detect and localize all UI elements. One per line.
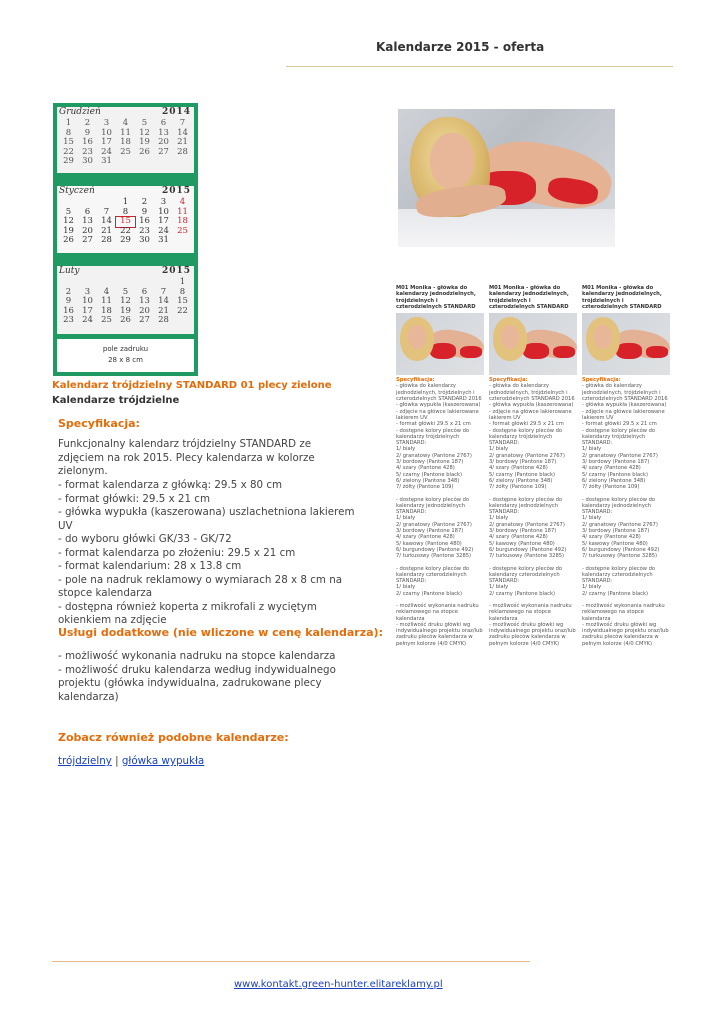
product-tile-line: 1/ biały: [582, 515, 602, 522]
related-link-trojdzielny[interactable]: trójdzielny: [58, 755, 112, 767]
thumbnail-shape: [646, 346, 668, 358]
product-tile-line: - dostępne kolory pleców do kalendarzy trójdzielnych STANDARD:: [582, 427, 656, 447]
product-name: Kalendarz trójdzielny STANDARD 01 plecy zielone: [52, 380, 332, 391]
calendar-day: 29: [120, 235, 131, 246]
calendar-day: 1: [122, 197, 129, 207]
product-tile-line: 7/ żółty (Pantone 109): [489, 484, 547, 491]
product-tile-line: - możliwość wykonania nadruku reklamowego na stopce kalendarza: [489, 602, 572, 622]
calendar-day: 31: [101, 156, 112, 167]
calendar-day: 22: [63, 146, 74, 157]
product-tile-line: - możliwość druku główki wg indywidualnego projektu oraz/lub zadruku pleców kalendarza w pełnym kolorze (4/0 CMYK): [582, 621, 669, 647]
product-tile-line: 7/ żółty (Pantone 109): [582, 484, 640, 491]
product-tile-line: 5/ kawowy (Pantone 480): [489, 540, 555, 547]
calendar-day: 27: [139, 315, 150, 326]
product-tile-line: 5/ czarny (Pantone black): [396, 471, 463, 478]
product-tile-line: - format główki 29.5 x 21 cm: [396, 421, 471, 428]
product-tile-line: 5/ kawowy (Pantone 480): [582, 540, 648, 547]
product-tile-line: 6/ zielony (Pantone 348): [582, 477, 646, 484]
product-tile-line: - format główki 29.5 x 21 cm: [582, 421, 657, 428]
calendar-day: 22: [120, 225, 131, 236]
calendar-day: 20: [158, 137, 169, 148]
calendar-day: 20: [139, 305, 150, 316]
calendar-month-december: [57, 107, 194, 173]
product-tile-line: - możliwość druku główki wg indywidualnego projektu oraz/lub zadruku pleców kalendarza w pełnym kolorze (4/0 CMYK): [489, 621, 576, 647]
calendar-day: 4: [179, 197, 186, 207]
product-tile-line: - główka wypukła (kaszerowana): [489, 402, 574, 409]
month-name: Grudzień: [59, 107, 101, 117]
calendar-day: 13: [82, 216, 93, 227]
product-tile-line: 4/ szary (Pantone 428): [489, 465, 548, 472]
calendar-day: 26: [63, 235, 74, 246]
calendar-day: 25: [177, 225, 188, 236]
product-tile-line: 2/ granatowy (Pantone 2767): [396, 521, 472, 528]
calendar-day: 29: [63, 156, 74, 167]
calendar-day: 6: [160, 118, 167, 128]
product-tile-spec-label: Specyfikacja:: [396, 377, 435, 384]
thumbnail-shape: [501, 325, 519, 349]
month-grid: [57, 119, 194, 167]
calendar-day: 2: [65, 286, 72, 297]
calendar-day: 11: [101, 296, 112, 307]
product-tile-line: 1/ biały: [396, 584, 416, 591]
calendar-day: 12: [139, 127, 150, 138]
calendar-day: 1: [65, 118, 72, 128]
product-tile-line: 6/ burgundowy (Pantone 492): [396, 546, 474, 553]
calendar-day: 19: [63, 225, 74, 236]
product-tile-line: 1/ biały: [489, 446, 509, 453]
calendar-image[interactable]: [53, 103, 198, 376]
product-tile-title: M01 Monika - główka do kalendarzy jednodzielnych, trójdzielnych i czterodzielnych STANDARD: [582, 285, 662, 310]
product-tile-line: 1/ biały: [396, 515, 416, 522]
calendar-month-february: [57, 266, 194, 334]
related-link-glowka[interactable]: główka wypukła: [121, 755, 205, 767]
calendar-day: 14: [101, 216, 112, 227]
month-year: 2015: [161, 266, 191, 276]
page-title: Kalendarze 2015 - oferta: [376, 40, 545, 54]
calendar-day: 9: [65, 296, 72, 307]
calendar-day: 14: [158, 296, 169, 307]
calendar-day: 28: [158, 315, 169, 326]
calendar-day: 24: [101, 146, 112, 157]
product-tile-line: 7/ żółty (Pantone 109): [396, 484, 454, 491]
product-category: Kalendarze trójdzielne: [52, 395, 180, 406]
product-tile-line: 6/ burgundowy (Pantone 492): [582, 546, 660, 553]
calendar-day: 15: [177, 296, 188, 307]
spec-list: [58, 479, 363, 628]
product-tile-line: 6/ burgundowy (Pantone 492): [489, 546, 567, 553]
photo-face: [430, 133, 474, 189]
product-tile-line: 2/ granatowy (Pantone 2767): [582, 452, 658, 459]
product-tile-line: 5/ czarny (Pantone black): [489, 471, 556, 478]
product-tile-line: - dostępne kolory pleców do kalendarzy jednodzielnych STANDARD:: [489, 496, 563, 516]
see-also-title: Zobacz również podobne kalendarze:: [58, 731, 289, 744]
calendar-day: 6: [84, 206, 91, 217]
calendar-day: 24: [82, 315, 93, 326]
product-tile-line: 7/ turkusowy (Pantone 3285): [396, 553, 472, 560]
product-column: [489, 285, 577, 647]
thumbnail-shape: [523, 343, 549, 359]
product-tile-line: 4/ szary (Pantone 428): [582, 465, 641, 472]
footer-website-link[interactable]: www.kontakt.green-hunter.elitareklamy.pl: [234, 979, 443, 990]
calendar-day: 19: [139, 137, 150, 148]
calendar-day: 17: [82, 305, 93, 316]
product-tile-line: 2/ czarny (Pantone black): [582, 590, 649, 597]
extra-services-title: Usługi dodatkowe (nie wliczone w cenę kalendarza):: [58, 626, 383, 639]
calendar-day: 18: [177, 216, 188, 227]
calendar-day: 12: [63, 216, 74, 227]
thumbnail-shape: [553, 346, 575, 358]
print-field-label: pole zadruku: [102, 345, 149, 353]
calendar-day: 8: [179, 286, 186, 297]
product-column: [396, 285, 484, 647]
calendar-day: 23: [63, 315, 74, 326]
calendar-day: 30: [139, 235, 150, 246]
product-tile-line: 3/ bordowy (Pantone 187): [396, 528, 464, 535]
calendar-day: 12: [120, 296, 131, 307]
calendar-day: 5: [122, 286, 129, 297]
product-tile-line: - główka do kalendarzy jednodzielnych, trójdzielnych i czterodzielnych STANDARD 2016: [582, 383, 668, 403]
calendar-day: 15: [116, 217, 135, 227]
calendar-day: 4: [122, 118, 129, 128]
calendar-day: 26: [120, 315, 131, 326]
product-photo[interactable]: [398, 109, 615, 247]
calendar-day: 31: [158, 235, 169, 246]
calendar-day: 23: [82, 146, 93, 157]
calendar-day: 5: [141, 118, 148, 128]
product-tile-line: - dostępne kolory pleców do kalendarzy trójdzielnych STANDARD:: [489, 427, 563, 447]
calendar-day: 21: [101, 225, 112, 236]
calendar-day: 9: [141, 206, 148, 217]
thumbnail-shape: [430, 343, 456, 359]
product-tile-line: 3/ bordowy (Pantone 187): [489, 528, 557, 535]
product-tile-line: - główka wypukła (kaszerowana): [396, 402, 481, 409]
month-grid: [57, 198, 194, 246]
product-tile-line: 2/ granatowy (Pantone 2767): [396, 452, 472, 459]
thumbnail-shape: [460, 346, 482, 358]
product-tile-line: 1/ biały: [489, 584, 509, 591]
calendar-day: 25: [101, 315, 112, 326]
product-tile-line: 1/ biały: [489, 515, 509, 522]
calendar-day: 11: [177, 206, 188, 217]
title-divider: [286, 66, 673, 67]
month-name: Styczeń: [59, 186, 95, 196]
calendar-day: 26: [139, 146, 150, 157]
product-tile-line: - dostępne kolory pleców do kalendarzy jednodzielnych STANDARD:: [396, 496, 470, 516]
calendar-day: 7: [103, 206, 110, 217]
calendar-day: 13: [139, 296, 150, 307]
product-tile-line: - dostępne kolory pleców do kalendarzy jednodzielnych STANDARD:: [582, 496, 656, 516]
product-tile-line: - główka wypukła (kaszerowana): [582, 402, 667, 409]
product-tile-line: - dostępne kolory pleców do kalendarzy czterodzielnych STANDARD:: [582, 565, 656, 585]
spec-item: - główka wypukła (kaszerowana) uszlachetniona lakierem UV: [58, 506, 355, 532]
calendar-day: 16: [82, 137, 93, 148]
calendar-day: 18: [101, 305, 112, 316]
print-field: [57, 339, 194, 372]
product-tile-line: 2/ granatowy (Pantone 2767): [489, 452, 565, 459]
thumbnail-shape: [594, 325, 612, 349]
calendar-day: 9: [84, 127, 91, 138]
calendar-day: 1: [179, 277, 186, 287]
calendar-day: 20: [82, 225, 93, 236]
product-tile-line: 6/ zielony (Pantone 348): [489, 477, 553, 484]
product-tile-line: 7/ turkusowy (Pantone 3285): [582, 553, 658, 560]
calendar-day: 15: [63, 137, 74, 148]
product-tile-line: - dostępne kolory pleców do kalendarzy czterodzielnych STANDARD:: [396, 565, 470, 585]
product-tile-line: - główka do kalendarzy jednodzielnych, trójdzielnych i czterodzielnych STANDARD 2016: [489, 383, 575, 403]
calendar-day: 13: [158, 127, 169, 138]
calendar-day: 3: [84, 286, 91, 297]
calendar-day: 27: [158, 146, 169, 157]
footer-divider: [52, 961, 530, 962]
calendar-day: 10: [158, 206, 169, 217]
product-tile-line: 3/ bordowy (Pantone 187): [489, 459, 557, 466]
product-tile-title: M01 Monika - główka do kalendarzy jednodzielnych, trójdzielnych i czterodzielnych STANDARD: [396, 285, 476, 310]
product-tile-line: - zdjęcie na główce lakierowane lakierem UV: [489, 408, 572, 421]
calendar-day: 16: [139, 216, 150, 227]
calendar-day: 21: [158, 305, 169, 316]
extra-item: - możliwość druku kalendarza według indywidualnego projektu (główka indywidualna, zadrukowane plecy kalendarza): [58, 663, 336, 703]
product-tile-spec-label: Specyfikacja:: [582, 377, 621, 384]
calendar-day: 22: [177, 305, 188, 316]
calendar-day: 18: [120, 137, 131, 148]
product-tile-line: 4/ szary (Pantone 428): [396, 465, 455, 472]
product-tile-line: 4/ szary (Pantone 428): [396, 534, 455, 541]
product-tile-line: 2/ czarny (Pantone black): [396, 590, 463, 597]
product-tile-line: - zdjęcie na główce lakierowane lakierem UV: [582, 408, 665, 421]
product-thumbnail[interactable]: [396, 313, 484, 375]
product-tile-line: 1/ biały: [582, 446, 602, 453]
product-tile-line: 4/ szary (Pantone 428): [489, 534, 548, 541]
calendar-day: 16: [63, 305, 74, 316]
product-tile-line: - dostępne kolory pleców do kalendarzy czterodzielnych STANDARD:: [489, 565, 563, 585]
calendar-day: 30: [82, 156, 93, 167]
month-grid: [57, 278, 194, 326]
calendar-day: 6: [141, 286, 148, 297]
calendar-day: 19: [120, 305, 131, 316]
calendar-day: 4: [103, 286, 110, 297]
product-tile-line: - możliwość druku główki wg indywidualnego projektu oraz/lub zadruku pleców kalendarza w pełnym kolorze (4/0 CMYK): [396, 621, 483, 647]
calendar-day: 8: [65, 127, 72, 138]
spec-intro: Funkcjonalny kalendarz trójdzielny STANDARD ze zdjęciem na rok 2015. Plecy kalendarza w kolorze zielonym.: [58, 438, 315, 477]
product-tile-line: 5/ czarny (Pantone black): [582, 471, 649, 478]
product-tile-line: - możliwość wykonania nadruku reklamowego na stopce kalendarza: [396, 602, 479, 622]
product-tile-spec-label: Specyfikacja:: [489, 377, 528, 384]
extra-item: - możliwość wykonania nadruku na stopce kalendarza: [58, 650, 336, 662]
calendar-day: 2: [84, 118, 91, 128]
calendar-day: 3: [103, 118, 110, 128]
calendar-day: 7: [179, 118, 186, 128]
product-tile-line: 2/ granatowy (Pantone 2767): [582, 521, 658, 528]
calendar-day: 10: [82, 296, 93, 307]
product-tile-line: - dostępne kolory pleców do kalendarzy trójdzielnych STANDARD:: [396, 427, 470, 447]
spec-item: - dostępna również koperta z mikrofali z wyciętym okienkiem na zdjęcie: [58, 600, 317, 626]
calendar-month-january: [57, 186, 194, 253]
spec-item: - format kalendarza po złożeniu: 29.5 x 21 cm: [58, 546, 296, 559]
thumbnail-shape: [616, 343, 642, 359]
spec-item: - format kalendarium: 28 x 13.8 cm: [58, 560, 242, 572]
calendar-day: 5: [65, 206, 72, 217]
product-thumbnail[interactable]: [489, 313, 577, 375]
calendar-day: 14: [177, 127, 188, 138]
product-tile-line: - zdjęcie na główce lakierowane lakierem UV: [396, 408, 479, 421]
calendar-day: 17: [101, 137, 112, 148]
product-tile-line: 3/ bordowy (Pantone 187): [396, 459, 464, 466]
calendar-day: 23: [139, 225, 150, 236]
calendar-day: 28: [101, 235, 112, 246]
product-tile-line: 4/ szary (Pantone 428): [582, 534, 641, 541]
print-field-size: 28 x 8 cm: [108, 356, 143, 364]
product-tile-line: 1/ biały: [396, 446, 416, 453]
link-separator: |: [115, 755, 119, 767]
product-tile-line: 2/ granatowy (Pantone 2767): [489, 521, 565, 528]
month-name: Luty: [59, 266, 80, 276]
product-tile-line: 5/ kawowy (Pantone 480): [396, 540, 462, 547]
product-tile-line: - możliwość wykonania nadruku reklamowego na stopce kalendarza: [582, 602, 665, 622]
calendar-day: 10: [101, 127, 112, 138]
product-column: [582, 285, 670, 647]
calendar-day: 25: [120, 146, 131, 157]
product-tile-line: 3/ bordowy (Pantone 187): [582, 459, 650, 466]
product-tile-line: 6/ zielony (Pantone 348): [396, 477, 460, 484]
thumbnail-shape: [408, 325, 426, 349]
calendar-day: 11: [120, 127, 131, 138]
month-year: 2014: [161, 107, 191, 117]
calendar-day: 3: [160, 197, 167, 207]
extra-services-list: [58, 650, 358, 704]
product-tile-line: 3/ bordowy (Pantone 187): [582, 528, 650, 535]
spec-item: - pole na nadruk reklamowy o wymiarach 28 x 8 cm na stopce kalendarza: [58, 573, 343, 599]
calendar-day: 27: [82, 235, 93, 246]
calendar-day: 28: [177, 146, 188, 157]
spec-item: - format główki: 29.5 x 21 cm: [58, 492, 210, 505]
product-tile-line: 2/ czarny (Pantone black): [489, 590, 556, 597]
product-tile-title: M01 Monika - główka do kalendarzy jednodzielnych, trójdzielnych i czterodzielnych STANDARD: [489, 285, 569, 310]
calendar-day: 7: [160, 286, 167, 297]
spec-title: Specyfikacja:: [58, 417, 140, 430]
calendar-day: 2: [141, 197, 148, 207]
spec-item: - format kalendarza z główką: 29.5 x 80 cm: [58, 479, 283, 491]
calendar-day: 24: [158, 225, 169, 236]
related-links: [58, 755, 204, 767]
calendar-day: 17: [158, 216, 169, 227]
product-thumbnail[interactable]: [582, 313, 670, 375]
product-tile-line: - główka do kalendarzy jednodzielnych, trójdzielnych i czterodzielnych STANDARD 2016: [396, 383, 482, 403]
calendar-day: 21: [177, 137, 188, 148]
calendar-day: 8: [122, 206, 129, 217]
product-tile-line: 7/ turkusowy (Pantone 3285): [489, 553, 565, 560]
product-tile-line: - format główki 29.5 x 21 cm: [489, 421, 564, 428]
spec-item: - do wyboru główki GK/33 - GK/72: [58, 533, 232, 545]
month-year: 2015: [161, 186, 191, 196]
product-tile-line: 1/ biały: [582, 584, 602, 591]
